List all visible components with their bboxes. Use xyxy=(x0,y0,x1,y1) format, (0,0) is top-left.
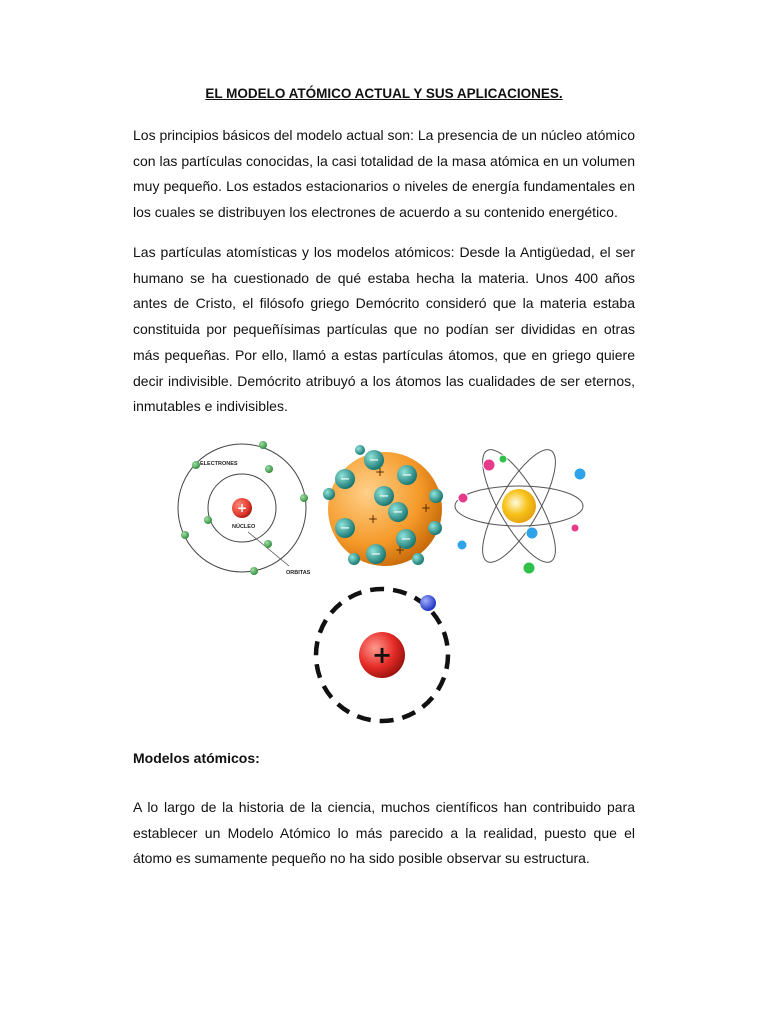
electron xyxy=(458,493,468,503)
electron xyxy=(499,455,507,463)
electron xyxy=(428,521,442,535)
rutherford-atom-figure xyxy=(452,446,592,574)
minus-sign: − xyxy=(339,472,351,487)
minus-sign: − xyxy=(401,468,413,483)
electron xyxy=(523,562,535,574)
thomson-atom-figure xyxy=(322,446,448,572)
electron xyxy=(571,524,579,532)
electron xyxy=(355,445,365,455)
electron xyxy=(250,567,258,575)
electron xyxy=(192,461,200,469)
electron xyxy=(429,489,443,503)
orbit-pointer-line xyxy=(248,532,289,566)
paragraph-historia: A lo largo de la historia de la ciencia, muchos científicos han contribuido para establecer un Modelo Atómico lo más parecido a la realidad, puesto que el átomo es sumamente pequeño no ha sido posible observar su estructura. xyxy=(133,799,635,867)
bohr-atom-figure xyxy=(176,438,316,578)
electron xyxy=(412,553,424,565)
bohr-nucleus-plus: + xyxy=(236,501,248,515)
electron xyxy=(348,553,360,565)
plus-sign: + xyxy=(394,543,406,557)
electron xyxy=(323,488,335,500)
paragraph-principios: Los principios básicos del modelo actual son: La presencia de un núcleo atómico con las partículas conocidas, la casi totalidad de la masa atómica en un volumen muy pequeño. Los estados estacionarios o niveles de energía fundamentales en los cuales se distribuyen los electrones de acuerdo a su contenido energético. xyxy=(133,127,635,221)
electron xyxy=(264,540,272,548)
electron xyxy=(483,459,495,471)
plus-sign: + xyxy=(374,465,386,479)
rutherford-nucleus xyxy=(502,489,536,523)
electron xyxy=(420,595,436,611)
electron xyxy=(204,516,212,524)
electron xyxy=(526,527,538,539)
electron xyxy=(574,468,586,480)
electron xyxy=(181,531,189,539)
electron xyxy=(457,540,467,550)
paragraph-particulas: Las partículas atomísticas y los modelos atómicos: Desde la Antigüedad, el ser humano se ha cuestionado de qué estaba hecha la materia. Unos 400 años antes de Cristo, el filósofo griego Demócrito consideró que la materia estaba constituida por pequeñísimas partículas que no podían ser divididas en otras más pequeñas. Por ello, llamó a estas partículas átomos, que en griego quiere decir indivisible. Demócrito atribuyó a los átomos las cualidades de ser eternos, inmutables e indivisibles. xyxy=(133,244,635,415)
simple-atom-figure xyxy=(310,583,454,727)
minus-sign: − xyxy=(378,489,390,504)
electron xyxy=(300,494,308,502)
minus-sign: − xyxy=(400,532,412,547)
plus-sign: + xyxy=(367,512,379,526)
label-electrones: ELECTRONES xyxy=(200,461,238,467)
minus-sign: − xyxy=(339,521,351,536)
electron xyxy=(265,465,273,473)
label-orbitas: ORBITAS xyxy=(286,570,311,576)
document-title: EL MODELO ATÓMICO ACTUAL Y SUS APLICACIONES. xyxy=(205,86,563,101)
minus-sign: − xyxy=(392,505,404,520)
label-nucleo: NÚCLEO xyxy=(232,524,256,530)
electron xyxy=(259,441,267,449)
minus-sign: − xyxy=(368,453,380,468)
minus-sign: − xyxy=(370,547,382,562)
simple-nucleus-plus: + xyxy=(371,641,393,669)
section-heading-modelos: Modelos atómicos: xyxy=(133,750,260,766)
plus-sign: + xyxy=(420,501,432,515)
